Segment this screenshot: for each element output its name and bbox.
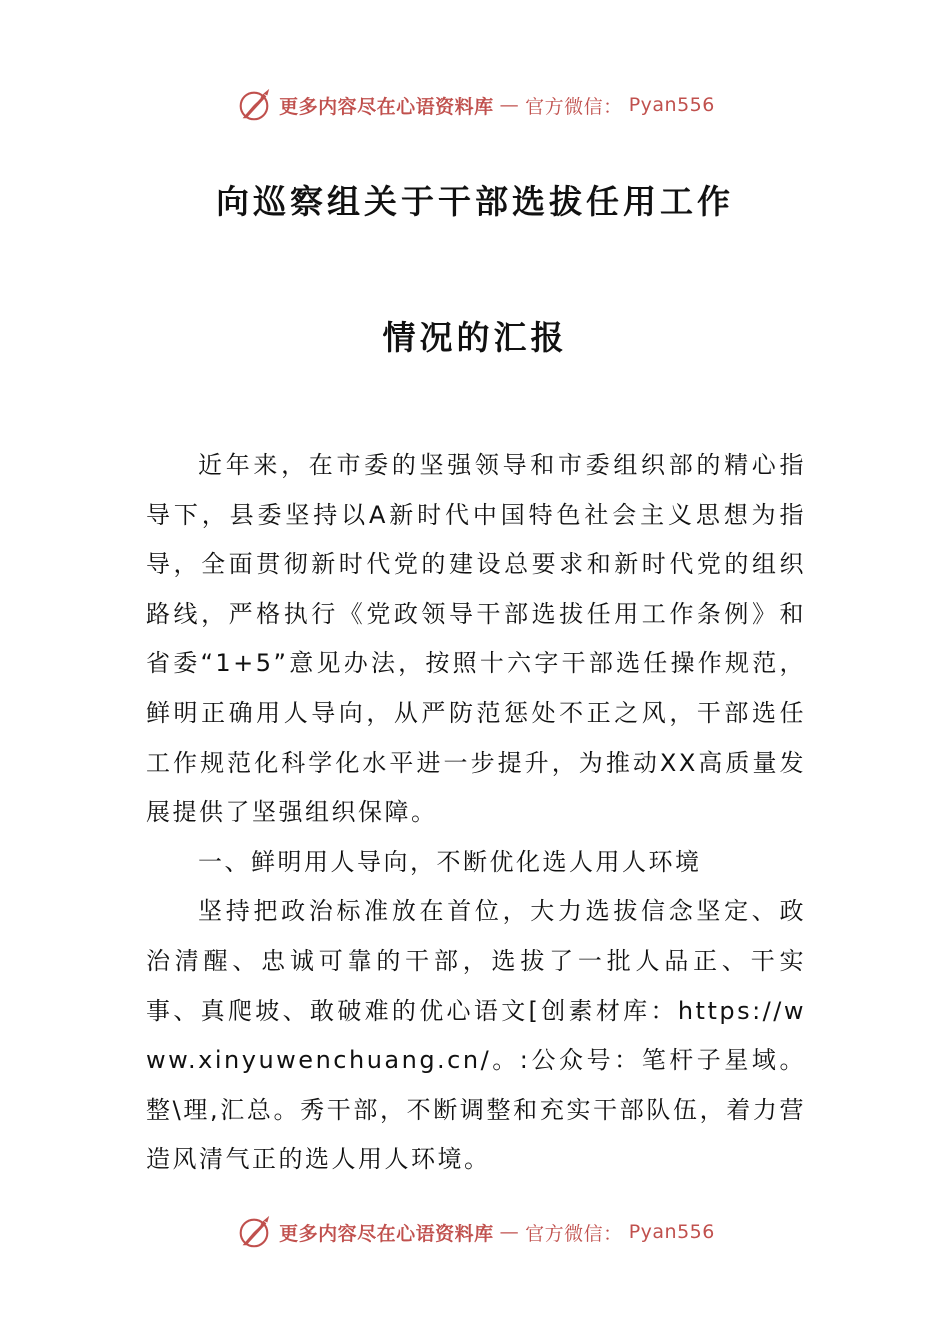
banner-wechat-label: 官方微信： [525,95,623,118]
footer-banner [0,1213,950,1251]
quill-logo-icon [235,1213,273,1251]
footer-wechat-label: 官方微信： [525,1222,623,1245]
paragraph-section-1: 坚持把政治标准放在首位，大力选拔信念坚定、政治清醒、忠诚可靠的干部，选拔了一批人品正、干实事、真爬坡、敢破难的优心语文[创素材库：https://www.xinyuwenchuang.cn/。:公众号：笔杆子星域。整\理,汇总。秀干部，不断调整和充实干部队伍，着力营造风清气正的选人用人环境。 [146,897,806,1174]
paragraph-intro: 近年来，在市委的坚强领导和市委组织部的精心指导下，县委坚持以A新时代中国特色社会主义思想为指导，全面贯彻新时代党的建设总要求和新时代党的组织路线，严格执行《党政领导干部选拔任用工作条例》和省委“1+5”意见办法，按照十六字干部选任操作规范，鲜明正确用人导向，从严防范惩处不正之风，干部选任工作规范化科学化水平进一步提升，为推动XX高质量发展提供了坚强组织保障。 [146,451,806,827]
footer-separator: — [499,1221,520,1243]
footer-wechat-id: Pyan556 [628,1221,715,1243]
document-body [146,441,806,1185]
banner-wechat-id: Pyan556 [628,94,715,116]
footer-brand: 更多内容尽在心语资料库 [279,1222,494,1245]
document-title-line-1: 向巡察组关于干部选拔任用工作 [216,182,734,221]
banner-brand: 更多内容尽在心语资料库 [279,95,494,118]
document-title-line-2: 情况的汇报 [382,318,568,357]
section-heading-1: 一、鲜明用人导向，不断优化选人用人环境 [198,847,702,876]
banner-separator: — [499,94,520,116]
header-banner [0,86,950,124]
quill-logo-icon [235,86,273,124]
